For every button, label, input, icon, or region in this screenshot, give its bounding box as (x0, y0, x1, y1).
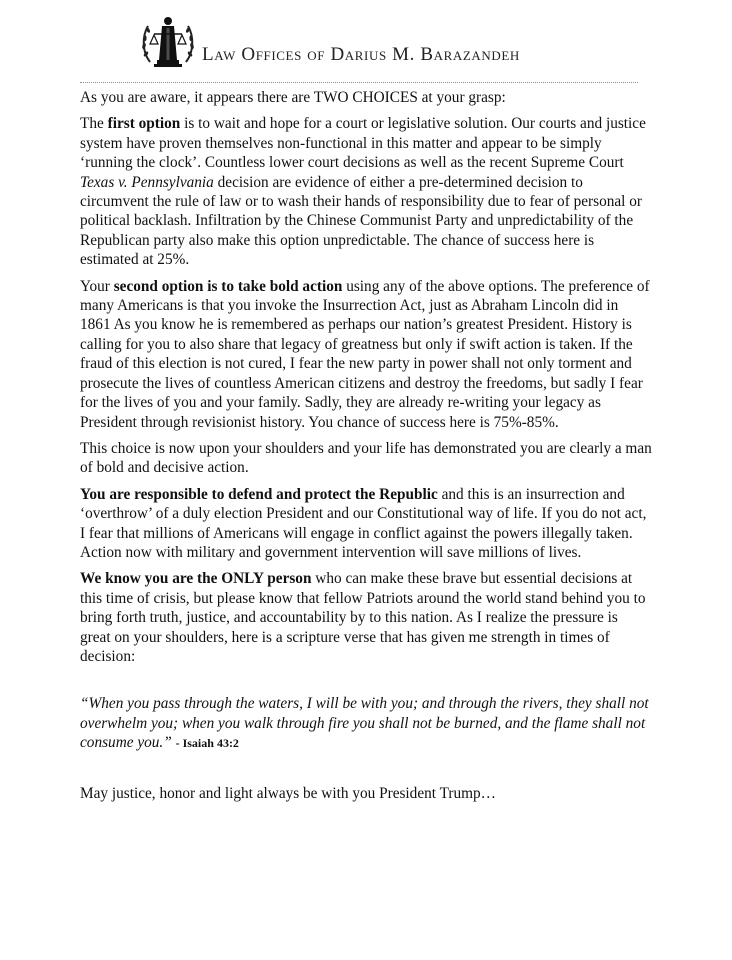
only-person-paragraph (80, 569, 652, 666)
scripture-quote (80, 694, 652, 753)
first-option-text2: decision are evidence of either a pre-determined decision to circumvent the rule of law or to wash their hands of responsibility due to fear of personal or political backlash. Infiltration by the Chinese Communist Party and unpredictability of the Republican party also make this option unpredictable. The chance of success here is estimated at 25%. (80, 173, 642, 269)
first-option-bold: first option (107, 115, 181, 133)
responsible-bold: You are responsible to defend and protect the Republic (80, 485, 438, 503)
first-option-lead: The (80, 115, 108, 133)
responsible-text: and this is an insurrection and ‘overthrow’ of a duly election President and our Constitutional way of life. If you do not act, I fear that millions of Americans will engage in conflict against the powers illegally taken. Action now with military and government intervention will save millions of lives. (80, 485, 647, 561)
closing-line: May justice, honor and light always be with you President Trump… (80, 784, 496, 802)
first-option-text1: is to wait and hope for a court or legislative solution. Our courts and justice system have proven themselves non-functional in this matter and appear to be simply ‘running the clock’. Countless lower court decisions as well as the recent Supreme Court (80, 115, 646, 172)
only-person-bold: We know you are the ONLY person (80, 570, 312, 588)
letterhead-divider (80, 82, 638, 83)
only-person-text: who can make these brave but essential decisions at this time of crisis, but please know that fellow Patriots around the world stand behind you to bring forth truth, justice, and accountability by to this nation. As I realize the pressure is great on your shoulders, here is a scripture verse that has given me strength in times of decision: (80, 570, 646, 665)
first-option-paragraph (80, 114, 652, 269)
quote-text: “When you pass through the waters, I will be with you; and through the rivers, they shall not overwhelm you; when you walk through fire you shall not be burned, and the flame shall not consume you.” (80, 695, 649, 752)
quote-citation: - Isaiah 43:2 (175, 736, 239, 751)
responsible-paragraph (80, 485, 652, 563)
letter-body (80, 88, 652, 810)
letterhead (140, 14, 520, 72)
choice-paragraph: This choice is now upon your shoulders and your life has demonstrated you are clearly a man of bold and decisive action. (80, 439, 652, 477)
scales-of-justice-wreath-icon (140, 14, 196, 72)
firm-name: Law Offices of Darius M. Barazandeh (202, 44, 520, 65)
second-option-paragraph (80, 277, 652, 432)
second-option-lead: Your (80, 277, 114, 295)
second-option-text: using any of the above options. The preference of many Americans is that you invoke the Insurrection Act, just as Abraham Lincoln did in 1861 As you know he is remembered as perhaps our nation’s greatest President. History is calling for you to also share that legacy of greatness but only if swift action is taken. If the fraud of this election is not cured, I fear the new party in power shall not only torment and prosecute the lives of countless American citizens and destroy the freedoms, but sadly I fear for the lives of you and your family. Sadly, they are already re-writing your legacy as President through revisionist history. You chance of success here is 75%-85%. (80, 277, 650, 431)
case-name: Texas v. Pennsylvania (80, 173, 214, 191)
second-option-bold: second option is to take bold action (113, 277, 343, 295)
intro-paragraph: As you are aware, it appears there are TWO CHOICES at your grasp: (80, 89, 506, 106)
